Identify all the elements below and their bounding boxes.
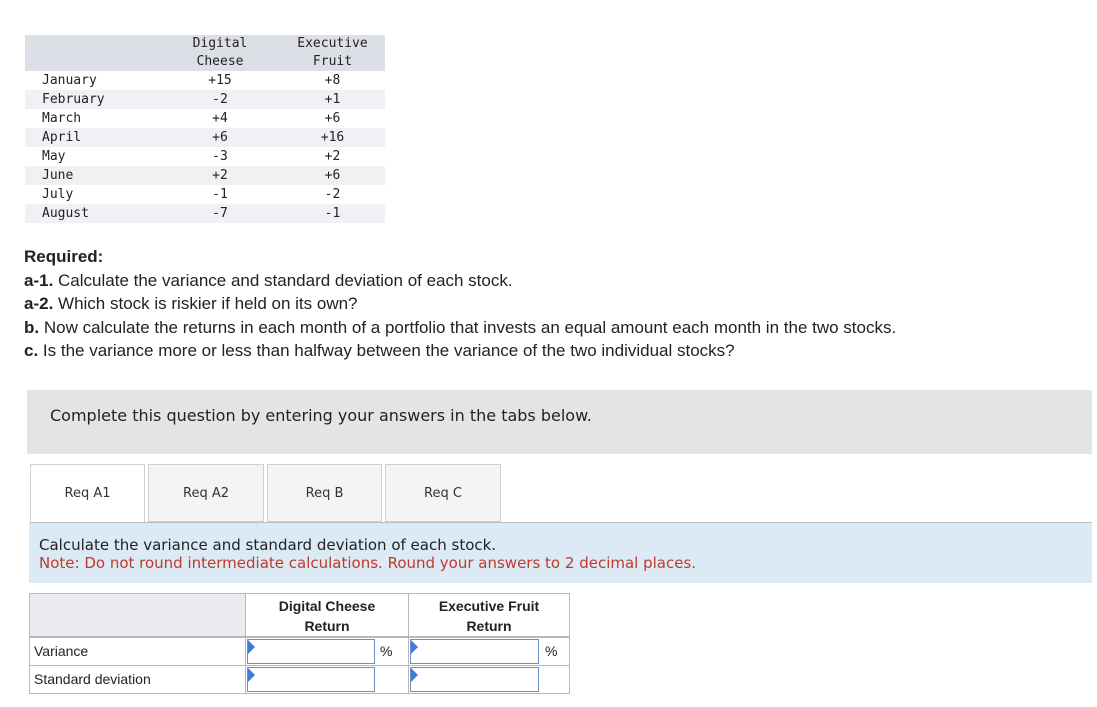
month-cell: January (42, 73, 97, 88)
tab-req-b[interactable]: Req B (267, 464, 382, 522)
tab-req-a2[interactable]: Req A2 (148, 464, 264, 522)
executive-fruit-return-header (408, 593, 570, 637)
executive-fruit-cell: +6 (324, 111, 341, 126)
variance-digital-cheese-cell (245, 637, 409, 666)
digital-cheese-return-header-line2: Return (304, 618, 350, 634)
stdev-executive-fruit-cell (408, 665, 570, 694)
required-item-text: Which stock is riskier if held on its own? (53, 294, 358, 313)
variance-executive-fruit-input-wrap (410, 639, 539, 664)
digital-cheese-cell: -2 (160, 90, 280, 109)
month-cell: June (25, 166, 160, 185)
required-item-label: b. (24, 317, 40, 337)
required-item (24, 269, 1084, 293)
executive-fruit-cell: +2 (324, 149, 341, 164)
variance-digital-cheese-input-wrap (247, 639, 375, 664)
required-item (24, 339, 1084, 363)
required-item-text: Calculate the variance and standard deviation of each stock. (53, 270, 513, 290)
digital-cheese-cell: +4 (212, 111, 228, 126)
question-instructions (29, 523, 1092, 583)
variance-digital-cheese-input[interactable] (248, 640, 374, 663)
instruction-text: Calculate the variance and standard deviation of each stock. (39, 536, 497, 554)
variance-label: Variance (29, 637, 246, 666)
digital-cheese-cell: -3 (212, 149, 228, 164)
required-item-text: Is the variance more or less than halfway between the variance of the two individual stocks? (38, 341, 735, 360)
executive-fruit-cell: +6 (280, 166, 385, 185)
table-row (25, 147, 385, 166)
digital-cheese-header-line2: Cheese (196, 54, 244, 69)
table-row (25, 128, 385, 147)
stdev-digital-cheese-cell (245, 665, 409, 694)
digital-cheese-cell: +6 (160, 128, 280, 147)
required-section (24, 245, 1084, 363)
executive-fruit-cell: +1 (280, 90, 385, 109)
tab-req-a1[interactable]: Req A1 (30, 464, 145, 523)
answer-table-corner (29, 593, 246, 637)
digital-cheese-cell: -1 (212, 187, 228, 202)
table-row (25, 185, 385, 204)
stdev-digital-cheese-input-wrap (247, 667, 375, 692)
table-row (25, 90, 385, 109)
digital-cheese-header (160, 35, 280, 71)
rounding-note: Note: Do not round intermediate calculations. Round your answers to 2 decimal places. (39, 554, 697, 572)
digital-cheese-header-line1: Digital (192, 36, 248, 51)
required-heading: Required: (24, 247, 104, 266)
stdev-executive-fruit-input-wrap (410, 667, 539, 692)
table-row (25, 166, 385, 185)
percent-unit: % (545, 643, 558, 659)
executive-fruit-return-header-line2: Return (466, 618, 512, 634)
digital-cheese-cell: -7 (160, 204, 280, 223)
required-item-label: a-1. (24, 270, 54, 290)
variance-executive-fruit-cell (408, 637, 570, 666)
month-cell: April (25, 128, 160, 147)
digital-cheese-cell: +15 (208, 73, 232, 88)
executive-fruit-cell: +8 (324, 73, 341, 88)
executive-fruit-cell: +16 (280, 128, 385, 147)
month-cell: May (42, 149, 66, 164)
required-item-text: Now calculate the returns in each month of a portfolio that invests an equal amount each month in the two stocks. (39, 317, 897, 337)
table-row (25, 71, 385, 90)
returns-table (25, 35, 385, 223)
month-cell: March (42, 111, 82, 126)
month-cell: July (42, 187, 74, 202)
executive-fruit-cell: -2 (324, 187, 341, 202)
executive-fruit-header-line2: Fruit (312, 54, 353, 69)
executive-fruit-cell: -1 (280, 204, 385, 223)
percent-unit: % (380, 643, 393, 659)
executive-fruit-header-line1: Executive (297, 36, 368, 51)
standard-deviation-label: Standard deviation (29, 665, 246, 694)
required-item (24, 292, 1084, 316)
variance-executive-fruit-input[interactable] (411, 640, 538, 663)
answer-table (29, 593, 570, 695)
month-cell: February (25, 90, 160, 109)
executive-fruit-header (280, 35, 385, 71)
table-row (25, 109, 385, 128)
table-row (25, 204, 385, 223)
digital-cheese-return-header-line1: Digital Cheese (278, 598, 376, 614)
executive-fruit-return-header-line1: Executive Fruit (438, 598, 540, 614)
stdev-digital-cheese-input[interactable] (248, 668, 374, 691)
stdev-executive-fruit-input[interactable] (411, 668, 538, 691)
month-cell: August (25, 204, 160, 223)
digital-cheese-return-header (245, 593, 409, 637)
returns-table-header (25, 35, 385, 71)
month-header-cell (25, 35, 160, 71)
required-item-label: c. (24, 341, 39, 360)
required-item (24, 316, 1084, 340)
required-item-label: a-2. (24, 294, 54, 313)
tab-req-c[interactable]: Req C (385, 464, 501, 522)
digital-cheese-cell: +2 (160, 166, 280, 185)
instructions-banner: Complete this question by entering your answers in the tabs below. (27, 390, 1092, 454)
